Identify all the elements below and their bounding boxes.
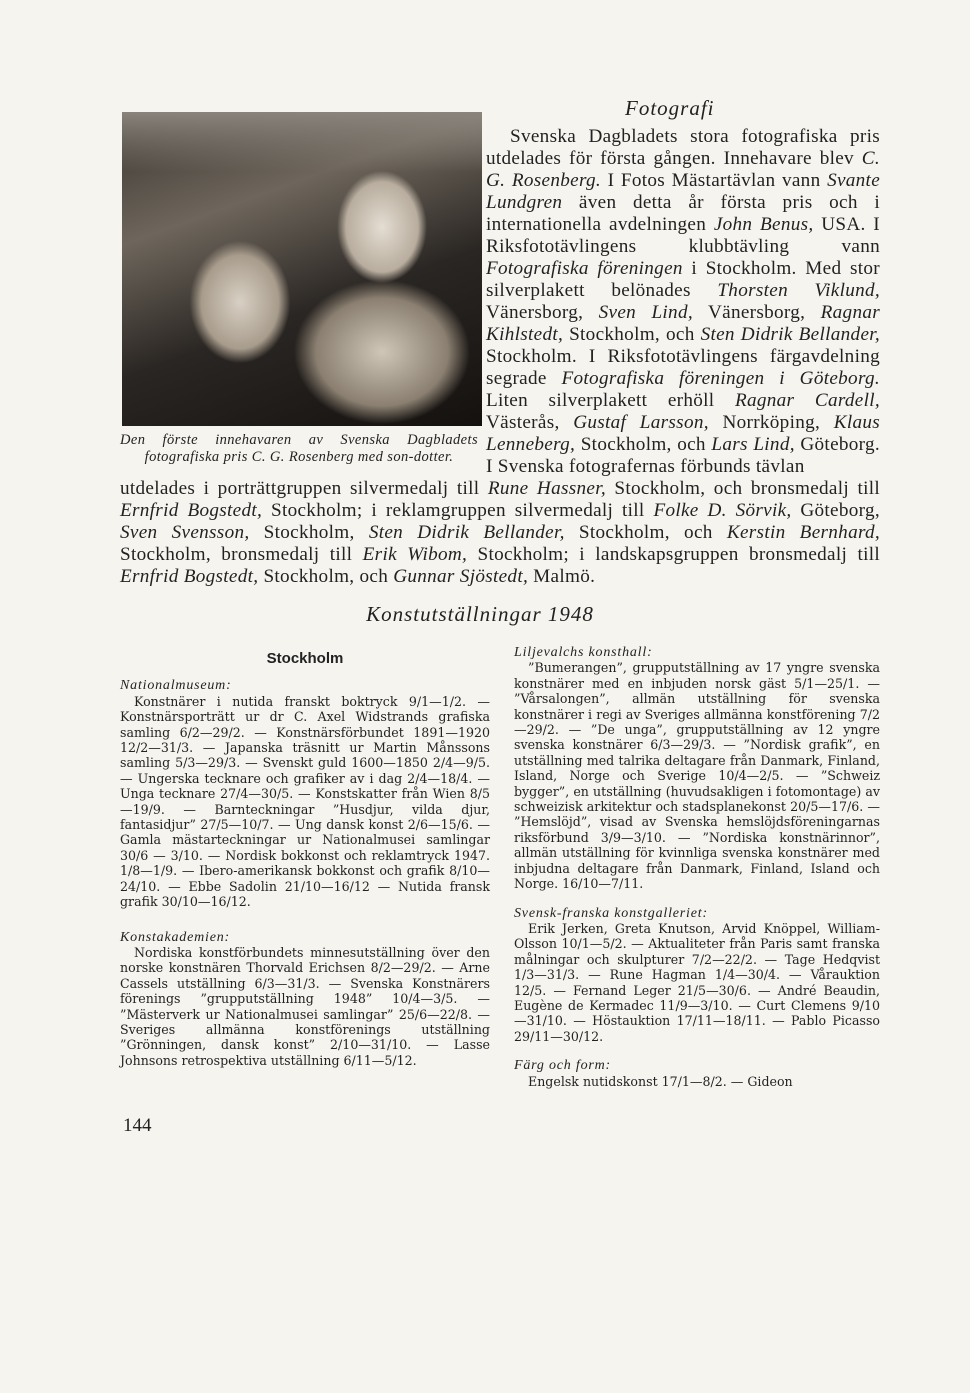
left-column: [120, 651, 490, 1068]
name-italic: Gustaf Larsson,: [573, 412, 709, 433]
name-italic: Lars Lind,: [711, 434, 795, 455]
name-italic: Sten Didrik Bellander,: [368, 522, 565, 543]
name-italic: Folke D. Sörvik,: [653, 500, 792, 521]
name-italic: Fotografiska föreningen i Göteborg.: [561, 368, 880, 389]
text-segment: Västerås,: [486, 412, 574, 433]
photo-caption: Den förste innehavaren av Svenska Dagbladets fotografiska pris C. G. Rosenberg med son-dotter.: [120, 432, 478, 465]
text-segment: Vänersborg,: [486, 302, 599, 323]
fotografi-paragraph-continued: [120, 478, 880, 588]
section-title-konstutstallningar: Konstutställningar 1948: [366, 602, 594, 626]
text-segment: Stockholm, och bronsmedalj till: [605, 478, 880, 499]
venue-label: Nationalmuseum:: [120, 678, 232, 694]
text-segment: Svenska Dagbladets stora fotografiska pris utdelades för första gången. Innehavare blev: [486, 126, 880, 169]
exhibition-columns: [120, 645, 880, 1089]
city-heading: Stockholm: [266, 650, 344, 667]
text-segment: Stockholm, och: [575, 434, 712, 455]
name-italic: Ernfrid Bogstedt,: [120, 500, 263, 521]
name-italic: John Benus,: [713, 214, 814, 235]
fotografi-paragraph: [486, 126, 880, 478]
text-segment: även detta år första pris och i internationella avdelningen: [486, 192, 880, 235]
text-segment: Stockholm; i landskapsgruppen bronsmedalj till: [467, 544, 880, 565]
venue-label: Svensk-franska konstgalleriet:: [514, 905, 708, 921]
text-segment: i Stockholm. Med stor silverplakett belönades: [486, 258, 880, 301]
name-italic: Erik Wibom,: [362, 544, 468, 565]
page-number: 144: [123, 1114, 152, 1136]
text-segment: Stockholm,: [249, 522, 369, 543]
name-italic: Sten Didrik Bellander,: [700, 324, 880, 345]
name-italic: Svante Lundgren: [486, 170, 881, 213]
text-segment: Göteborg,: [791, 500, 880, 521]
text-segment: Stockholm, och: [563, 324, 701, 345]
text-segment: utdelades i porträttgruppen silvermedalj till: [120, 478, 488, 499]
text-segment: Stockholm, och: [258, 566, 394, 587]
text-segment: Vänersborg,: [692, 302, 821, 323]
name-italic: Klaus Lenneberg,: [486, 412, 881, 455]
text-segment: Norrköping,: [708, 412, 834, 433]
name-italic: Ernfrid Bogstedt,: [120, 566, 259, 587]
text-segment: Stockholm; i reklamgruppen silvermedalj till: [262, 500, 654, 521]
venue-text: Nordiska konstförbundets minnesutställning över den norske konstnären Thorvald Erichsen 8/2—29/2. — Arne Cassels utställning 6/3—31/3. — Svenska Konstnärers förenings ”grupputställning 1948” 10/4—3/5. — ”Mästerverk ur Nationalmusei samlingar” 25/6—22/8. — Sveriges allmänna konstförenings utställning ”Grönningen, dansk konst” 2/10—31/10. — Lasse Johnsons retrospektiva utställning 6/11—5/12.: [120, 944, 490, 1068]
name-italic: Ragnar Cardell,: [734, 390, 880, 411]
name-italic: Kerstin Bernhard,: [726, 522, 881, 543]
text-segment: Stockholm, och: [564, 522, 727, 543]
name-italic: Ragnar Kihlstedt,: [486, 302, 881, 345]
venue-text: Erik Jerken, Greta Knutson, Arvid Knöppel, William-Olsson 10/1—5/2. — Aktualiteter från Paris samt franska målningar och skulpturer 7/2—22/2. — Tage Hedqvist 1/3—31/3. — Rune Hagman 1/4—30/4. — Vårauktion 12/5. — Fernand Leger 21/5—30/6. — André Beaudin, Eugène de Kermadec 11/9—3/10. — Curt Clemens 9/10—31/10. — Höstauktion 17/11—18/11. — Pablo Picasso 29/11—30/12.: [514, 920, 880, 1044]
venue-text: ”Bumerangen”, grupputställning av 17 yngre svenska konstnärer med en inbjuden norsk gäst 5/1—25/1. — ”Vårsalongen”, allmän utställning för svenska konstnärer i regi av Sveriges allmänna konstförening 7/2—29/2. — ”De unga”, grupputställning av 12 yngre svenska konstnärer 6/3—29/3. — ”Nordisk grafik”, en utställning med talrika deltagare från Danmark, Finland, Island, Norge och Sverige 10/4—2/5. — ”Schweiz bygger”, en utställning (huvudsakligen i fotomontage) av schweizisk arkitektur och stadsplanekonst 20/5—17/6. — ”Hemslöjd”, visad av Svenska hemslöjdsföreningarnas riksförbund 3/9—3/10. — ”Nordiska konstnärinnor”, allmän utställning för kvinnliga svenska konstnärer med inbjudna deltagare från Danmark, Finland, Island och Norge. 16/10—7/11.: [514, 660, 880, 892]
page-content: [120, 96, 880, 1137]
name-italic: Sven Svensson,: [120, 522, 250, 543]
venue-label: Färg och form:: [514, 1058, 612, 1074]
name-italic: Fotografiska föreningen: [486, 258, 683, 279]
text-segment: Malmö.: [528, 566, 596, 587]
venue-text: Engelsk nutidskonst 17/1—8/2. — Gideon: [528, 1073, 793, 1089]
text-segment: Liten silverplakett erhöll: [486, 390, 735, 411]
name-italic: Rune Hassner,: [487, 478, 606, 499]
venue-label: Konstakademien:: [120, 929, 230, 945]
right-column: [514, 645, 880, 1089]
name-italic: Thorsten Viklund,: [717, 280, 880, 301]
text-segment: Stockholm, bronsmedalj till: [120, 544, 363, 565]
section-title-fotografi: Fotografi: [625, 96, 715, 120]
text-segment: USA. I Riksfototävlingens klubbtävling vann: [486, 214, 880, 257]
text-segment: I Fotos Mästartävlan vann: [601, 170, 828, 191]
text-segment: Stockholm. I Riksfototävlingens färgavdelning segrade: [486, 346, 880, 389]
text-segment: Göteborg. I Svenska fotografernas förbunds tävlan: [486, 434, 881, 477]
name-italic: C. G. Rosenberg.: [486, 148, 880, 191]
venue-label: Liljevalchs konsthall:: [514, 645, 653, 660]
venue-text: Konstnärer i nutida franskt boktryck 9/1—1/2. — Konstnärsporträtt ur dr C. Axel Widstrands grafiska samling 6/2—29/2. — Konstnärsförbundet 1891—1920 12/2—31/3. — Japanska träsnitt ur Martin Månssons samling 5/3—29/3. — Svenskt guld 1600—1850 2/4—9/5. — Ungerska tecknare och grafiker av i dag 2/4—18/4. — Unga tecknare 27/4—30/5. — Konstskatter från Wien 8/5—19/9. — Barnteckningar ”Husdjur, vilda djur, fantasidjur” 27/5—10/7. — Ung dansk konst 2/6—15/6. — Gamla mästarteckningar ur Nationalmusei samlingar 30/6 — 3/10. — Nordisk bokkonst och reklamtryck 1947. 1/8—1/9. — Ibero-amerikansk bokkonst och grafik 8/10—24/10. — Ebbe Sadolin 21/10—16/12 — Nutida fransk grafik 30/10—16/12.: [120, 693, 490, 910]
name-italic: Sven Lind,: [598, 302, 693, 323]
name-italic: Gunnar Sjöstedt,: [393, 566, 529, 587]
